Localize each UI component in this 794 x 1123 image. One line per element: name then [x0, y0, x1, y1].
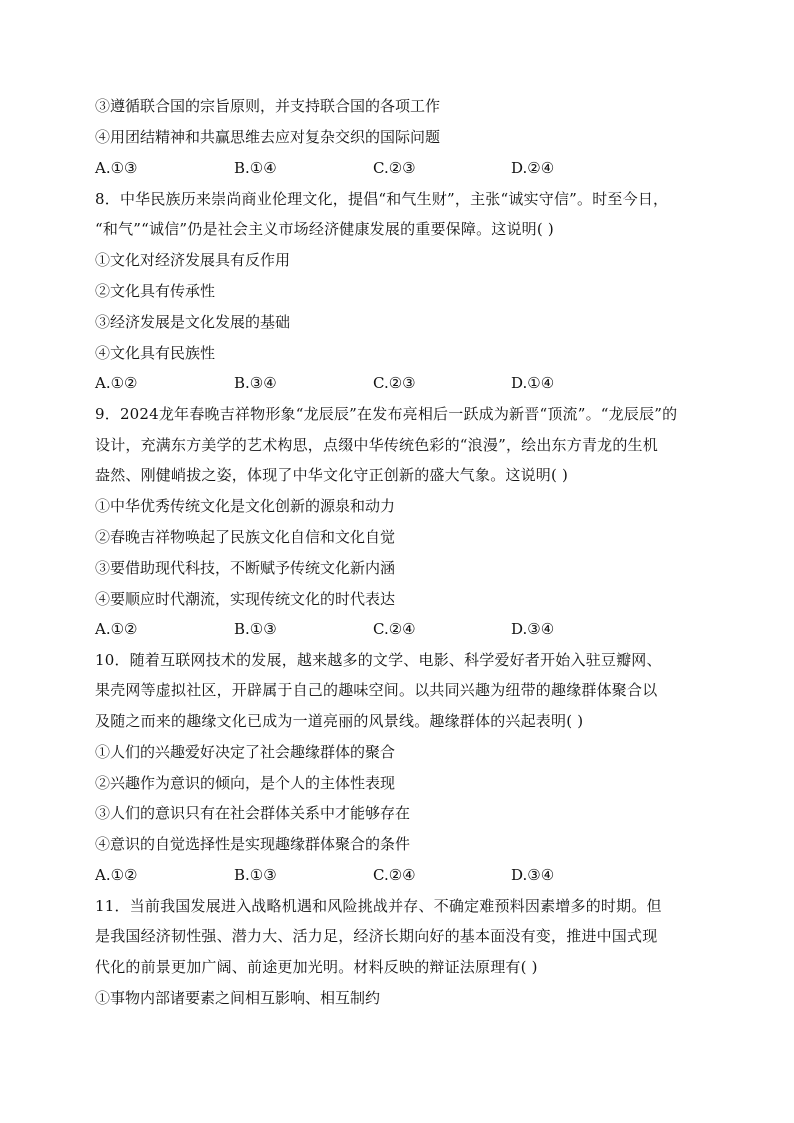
q8-item-1: ①文化对经济发展具有反作用 [95, 251, 291, 269]
q10-item-2: ②兴趣作为意识的倾向，是个人的主体性表现 [95, 774, 396, 792]
q7-options [95, 158, 655, 178]
q8-item-3: ③经济发展是文化发展的基础 [95, 313, 291, 331]
q9-stem-line-2: 设计，充满东方美学的艺术构思，点缀中华传统色彩的“浪漫”，绘出东方青龙的生机 [95, 436, 658, 454]
q10-item-3: ③人们的意识只有在社会群体关系中才能够存在 [95, 804, 411, 822]
q8-item-4: ④文化具有民族性 [95, 344, 216, 362]
q7-option-d[interactable]: D.②④ [511, 159, 555, 177]
q10-stem-line-1: 10．随着互联网技术的发展，越来越多的文学、电影、科学爱好者开始入驻豆瓣网、 [95, 651, 662, 669]
q10-item-4: ④意识的自觉选择性是实现趣缘群体聚合的条件 [95, 835, 411, 853]
q9-options [95, 619, 655, 639]
q7-item-4: ④用团结精神和共赢思维去应对复杂交织的国际问题 [95, 128, 441, 146]
q11-stem-line-1: 11．当前我国发展进入战略机遇和风险挑战并存、不确定难预料因素增多的时期。但 [95, 897, 662, 915]
q8-stem-line-1: 8．中华民族历来崇尚商业伦理文化，提倡“和气生财”，主张“诚实守信”。时至今日， [95, 190, 669, 208]
q9-option-b[interactable]: B.①③ [234, 620, 277, 638]
q8-option-a[interactable]: A.①② [95, 374, 138, 392]
q8-stem-line-2: “和气”“诚信”仍是社会主义市场经济健康发展的重要保障。这说明( ) [95, 220, 554, 238]
q11-item-1: ①事物内部诸要素之间相互影响、相互制约 [95, 989, 381, 1007]
q10-option-d[interactable]: D.③④ [511, 866, 555, 884]
q10-option-a[interactable]: A.①② [95, 866, 138, 884]
q9-option-c[interactable]: C.②④ [373, 620, 416, 638]
q7-option-c[interactable]: C.②③ [373, 159, 416, 177]
q10-stem-line-3: 及随之而来的趣缘文化已成为一道亮丽的风景线。趣缘群体的兴起表明( ) [95, 712, 584, 730]
q7-item-3: ③遵循联合国的宗旨原则，并支持联合国的各项工作 [95, 97, 441, 115]
q7-option-a[interactable]: A.①③ [95, 159, 138, 177]
q11-stem-line-3: 代化的前景更加广阔、前途更加光明。材料反映的辩证法原理有( ) [95, 958, 538, 976]
q9-item-3: ③要借助现代科技，不断赋予传统文化新内涵 [95, 559, 396, 577]
q9-stem-line-1: 9．2024龙年春晚吉祥物形象“龙辰辰”在发布亮相后一跃成为新晋“顶流”。“龙辰辰”的 [95, 405, 678, 423]
q9-item-1: ①中华优秀传统文化是文化创新的源泉和动力 [95, 497, 396, 515]
q8-options [95, 373, 655, 393]
q8-option-c[interactable]: C.②③ [373, 374, 416, 392]
q10-options [95, 865, 655, 885]
q7-option-b[interactable]: B.①④ [234, 159, 277, 177]
q10-item-1: ①人们的兴趣爱好决定了社会趣缘群体的聚合 [95, 743, 396, 761]
q9-stem-line-3: 盎然、刚健峭拔之姿，体现了中华文化守正创新的盛大气象。这说明( ) [95, 466, 569, 484]
q10-stem-line-2: 果壳网等虚拟社区，开辟属于自己的趣味空间。以共同兴趣为纽带的趣缘群体聚合以 [95, 681, 658, 699]
q10-option-c[interactable]: C.②④ [373, 866, 416, 884]
q9-item-4: ④要顺应时代潮流，实现传统文化的时代表达 [95, 590, 396, 608]
q9-option-d[interactable]: D.③④ [511, 620, 555, 638]
q8-item-2: ②文化具有传承性 [95, 282, 216, 300]
q8-option-b[interactable]: B.③④ [234, 374, 277, 392]
q10-option-b[interactable]: B.①③ [234, 866, 277, 884]
q9-item-2: ②春晚吉祥物唤起了民族文化自信和文化自觉 [95, 528, 396, 546]
q11-stem-line-2: 是我国经济韧性强、潜力大、活力足，经济长期向好的基本面没有变，推进中国式现 [95, 927, 658, 945]
q9-option-a[interactable]: A.①② [95, 620, 138, 638]
q8-option-d[interactable]: D.①④ [511, 374, 555, 392]
